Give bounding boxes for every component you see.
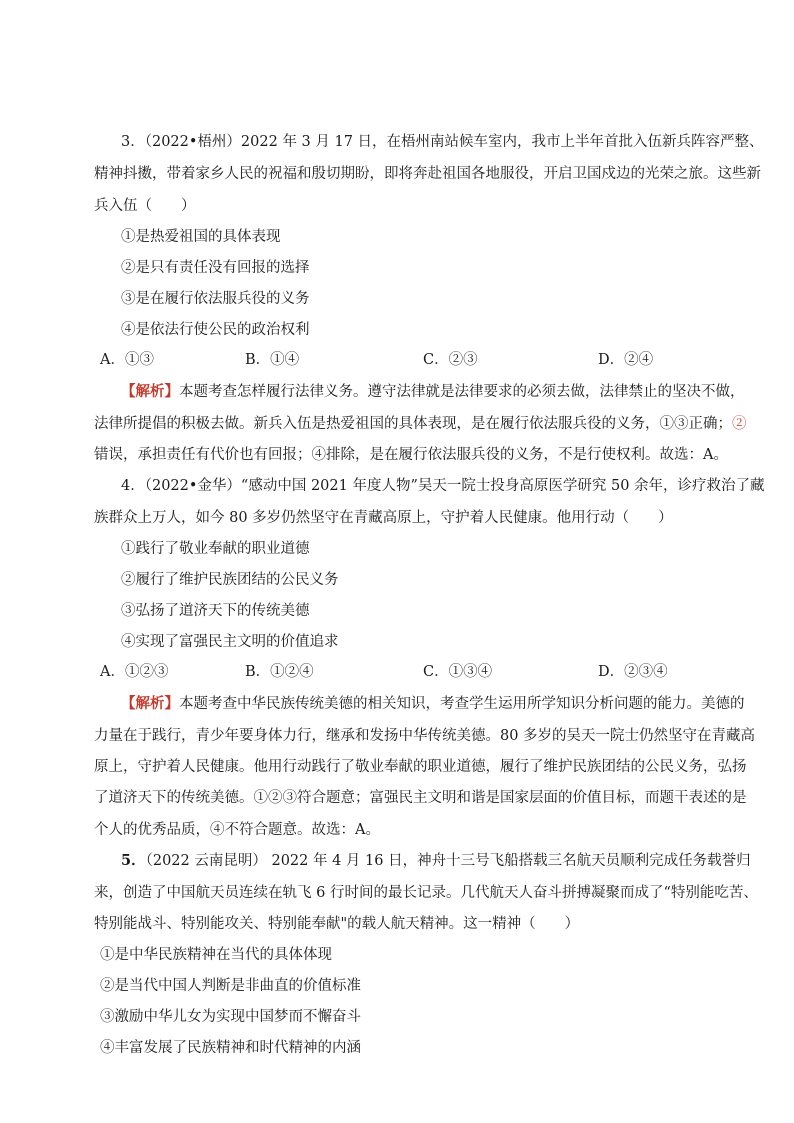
q5-stem-text-1: （2022 云南昆明） 2022 年 4 月 16 日，神舟十三号飞船搭载三名航天员顺利完成任务载誉归 — [145, 853, 751, 869]
q3-options — [100, 350, 700, 370]
q4-analysis-tag: 【解析】 — [121, 695, 179, 712]
q5-number: 5． — [121, 852, 146, 869]
q5-item-4: ④丰富发展了民族精神和时代精神的内涵 — [100, 1040, 361, 1056]
q5-stem-line-3: 特别能战斗、特别能攻关、特别能奉献"的载人航天精神。这一精神（ ） — [94, 916, 580, 932]
q5-stem-line-1 — [121, 851, 751, 871]
q3-option-d: D．②④ — [598, 352, 654, 368]
q3-option-c: C．②③ — [423, 352, 478, 368]
q4-options — [100, 662, 700, 682]
q3-option-b: B．①④ — [245, 352, 300, 368]
q4-item-3: ③弘扬了道济天下的传统美德 — [121, 603, 310, 619]
q3-analysis-line-3: 错误，承担责任有代价也有回报；④排除，是在履行依法服兵役的义务，不是行使权利。故选：A。 — [94, 447, 728, 463]
q3-item-3: ③是在履行依法服兵役的义务 — [121, 291, 310, 307]
q4-item-4: ④实现了富强民主文明的价值追求 — [121, 634, 339, 650]
q5-item-2: ②是当代中国人判断是非曲直的价值标准 — [100, 978, 361, 994]
q4-option-c: C．①③④ — [423, 664, 493, 680]
q3-stem-line-2: 精神抖擞，带着家乡人民的祝福和殷切期盼，即将奔赴祖国各地服役，开启卫国戍边的光荣之旅。这些新 — [94, 166, 761, 182]
q3-analysis-tag: 【解析】 — [121, 383, 179, 400]
q4-option-d: D．②③④ — [598, 664, 668, 680]
q5-item-1: ①是中华民族精神在当代的具体体现 — [100, 947, 332, 963]
q3-analysis-text-1: 本题考查怎样履行法律义务。遵守法律就是法律要求的必须去做，法律禁止的坚决不做， — [179, 384, 745, 400]
q4-analysis-line-4: 了道济天下的传统美德。①②③符合题意；富强民主文明和谐是国家层面的价值目标，而题干表述的是 — [94, 790, 747, 806]
q4-item-2: ②履行了维护民族团结的公民义务 — [121, 572, 339, 588]
q3-analysis-text-2: 法律所提倡的积极去做。新兵入伍是热爱祖国的具体表现，是在履行依法服兵役的义务，①③正确； — [94, 416, 732, 432]
q4-option-b: B．①②④ — [245, 664, 314, 680]
q3-item-4: ④是依法行使公民的政治权利 — [121, 322, 310, 338]
q4-analysis-line-3: 原上，守护着人民健康。他用行动践行了敬业奉献的职业道德，履行了维护民族团结的公民义务，弘扬 — [94, 759, 747, 775]
q3-analysis-red-mark: ② — [732, 416, 747, 432]
q5-stem-line-2: 来，创造了中国航天员连续在轨飞 6 行时间的最长记录。几代航天人奋斗拼搏凝聚而成了“特别能吃苦、 — [94, 885, 758, 901]
q4-analysis-text-1: 本题考查中华民族传统美德的相关知识，考查学生运用所学知识分析问题的能力。美德的 — [179, 696, 745, 712]
q4-stem-line-1: 4．（2022•金华）“感动中国 2021 年度人物”吴天一院士投身高原医学研究 50 余年，诊疗救治了藏 — [121, 478, 765, 494]
q4-stem-line-2: 族群众上万人，如今 80 多岁仍然坚守在青藏高原上，守护着人民健康。他用行动（ ） — [94, 510, 673, 526]
q4-item-1: ①践行了敬业奉献的职业道德 — [121, 541, 310, 557]
q4-analysis-line-2: 力量在于践行，青少年要身体力行，继承和发扬中华传统美德。80 多岁的吴天一院士仍然坚守在青藏高 — [94, 728, 756, 744]
q4-analysis-line-5: 个人的优秀品质，④不符合题意。故选：A。 — [94, 822, 380, 838]
q5-item-3: ③激励中华儿女为实现中国梦而不懈奋斗 — [100, 1009, 361, 1025]
q3-item-2: ②是只有责任没有回报的选择 — [121, 260, 310, 276]
q3-analysis-line-2 — [94, 414, 747, 434]
q4-option-a: A．①②③ — [100, 664, 169, 680]
q3-analysis-line-1 — [121, 382, 745, 402]
q3-stem-line-1: 3．（2022•梧州）2022 年 3 月 17 日，在梧州南站候车室内，我市上半年首批入伍新兵阵容严整、 — [121, 134, 764, 150]
q3-option-a: A．①③ — [100, 352, 154, 368]
q3-stem-line-3: 兵入伍（ ） — [94, 198, 196, 214]
q4-analysis-line-1 — [121, 694, 745, 714]
q3-item-1: ①是热爱祖国的具体表现 — [121, 229, 281, 245]
